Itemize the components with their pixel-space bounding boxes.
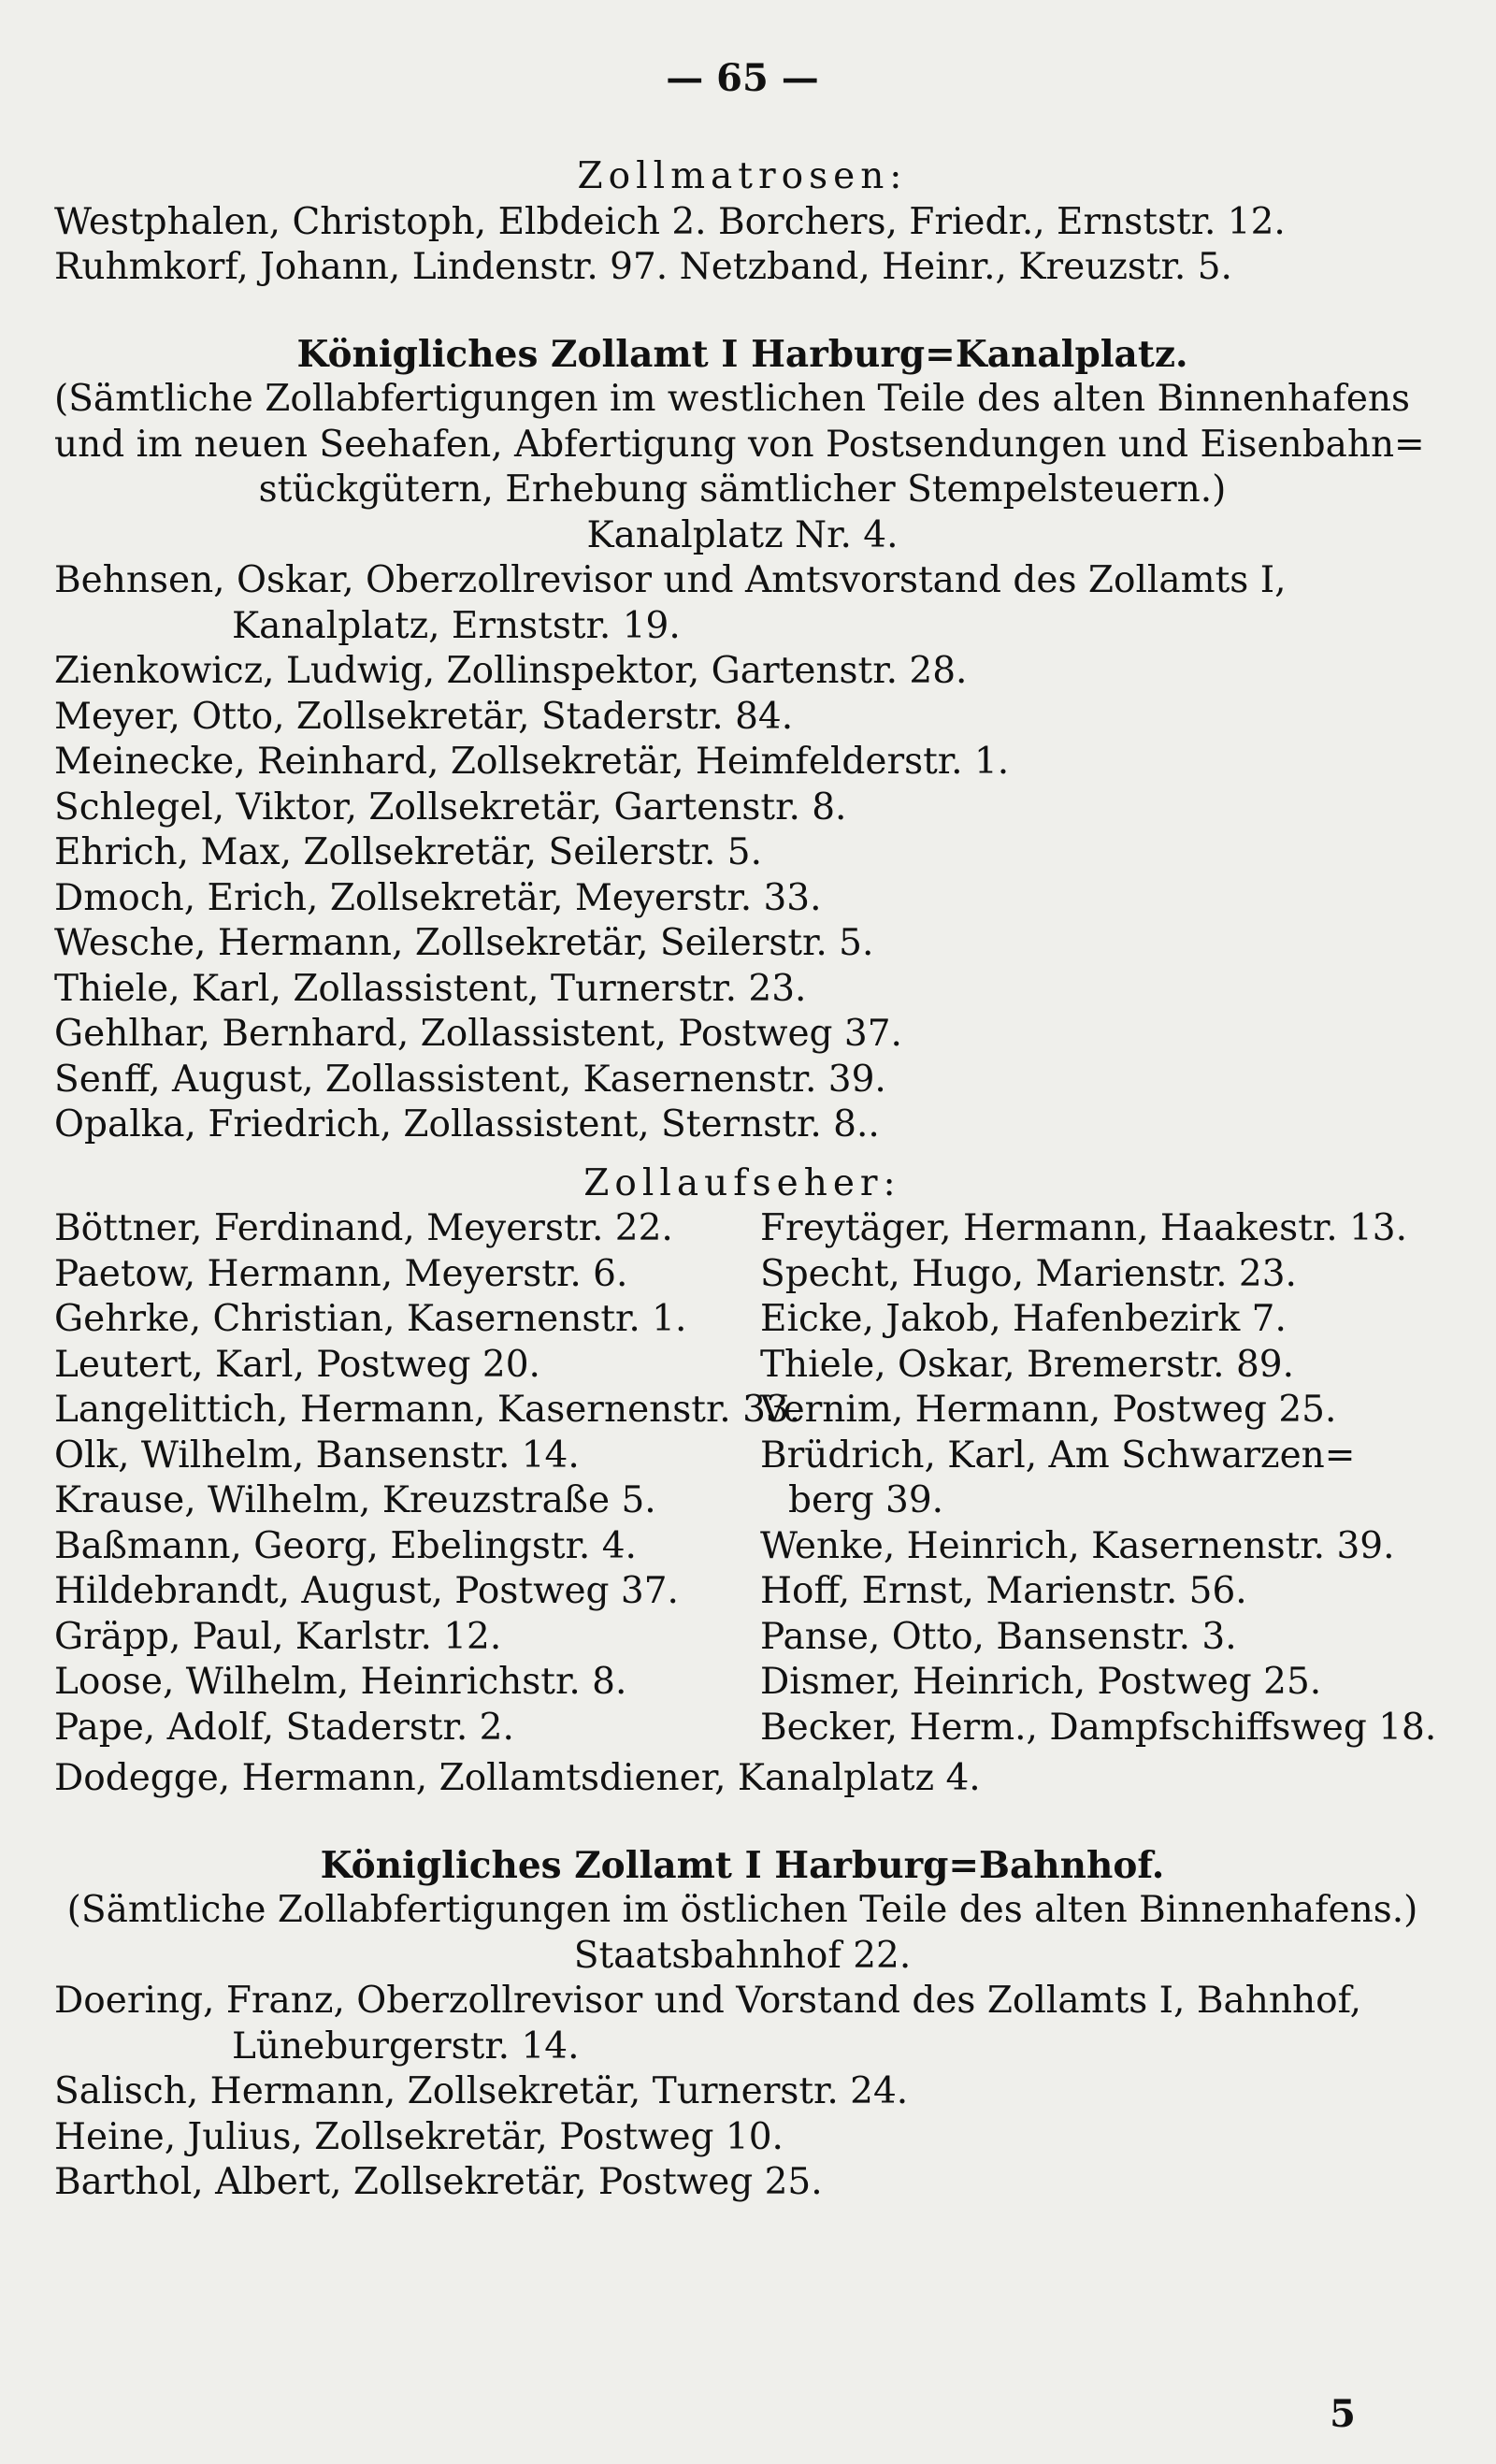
page-number: — 65 — bbox=[666, 56, 819, 100]
list-item: Hildebrandt, August, Postweg 37. bbox=[54, 1570, 679, 1612]
address-line: Staatsbahnhof 22. bbox=[573, 1934, 912, 1977]
staff-line: Behnsen, Oskar, Oberzollrevisor und Amtsvorstand des Zollamts I, bbox=[54, 559, 1287, 601]
note-line: (Sämtliche Zollabfertigungen im westlichen Teile des alten Binnenhafens bbox=[54, 378, 1411, 420]
text-line: Ruhmkorf, Johann, Lindenstr. 97. Netzband, Heinr., Kreuzstr. 5. bbox=[54, 246, 1232, 288]
note-line: und im neuen Seehafen, Abfertigung von Postsendungen und Eisenbahn= bbox=[54, 423, 1425, 466]
list-item: Hoff, Ernst, Marienstr. 56. bbox=[760, 1570, 1247, 1612]
zollamtsdiener-line: Dodegge, Hermann, Zollamtsdiener, Kanalplatz 4. bbox=[54, 1757, 981, 1799]
zollaufseher-header: Zollaufseher: bbox=[583, 1161, 901, 1204]
staff-line-continuation: Kanalplatz, Ernststr. 19. bbox=[232, 604, 681, 647]
section-title-kanalplatz: Königliches Zollamt I Harburg=Kanalplatz. bbox=[296, 332, 1188, 376]
staff-line: Senff, August, Zollassistent, Kasernenstr. 39. bbox=[54, 1058, 886, 1101]
list-item: Paetow, Hermann, Meyerstr. 6. bbox=[54, 1252, 628, 1295]
zollmatrosen-header: Zollmatrosen: bbox=[577, 155, 908, 197]
staff-line-continuation: Lüneburgerstr. 14. bbox=[232, 2025, 580, 2068]
signature-mark: 5 bbox=[1330, 2392, 1356, 2436]
list-item: Thiele, Oskar, Bremerstr. 89. bbox=[760, 1343, 1295, 1386]
zollaufseher-list bbox=[54, 1206, 1437, 1751]
staff-line: Opalka, Friedrich, Zollassistent, Sternstr. 8.. bbox=[54, 1103, 880, 1146]
note-line: (Sämtliche Zollabfertigungen im östlichen Teile des alten Binnenhafens.) bbox=[66, 1889, 1418, 1931]
staff-line: Ehrich, Max, Zollsekretär, Seilerstr. 5. bbox=[54, 831, 762, 873]
staff-line: Zienkowicz, Ludwig, Zollinspektor, Gartenstr. 28. bbox=[54, 650, 968, 692]
list-item: Baßmann, Georg, Ebelingstr. 4. bbox=[54, 1524, 637, 1567]
staff-line: Wesche, Hermann, Zollsekretär, Seilerstr. 5. bbox=[54, 922, 874, 964]
zollaufseher-right-column bbox=[760, 1206, 1436, 1751]
list-item: Freytäger, Hermann, Haakestr. 13. bbox=[760, 1207, 1408, 1249]
list-item: Leutert, Karl, Postweg 20. bbox=[54, 1343, 540, 1386]
list-item: Vernim, Hermann, Postweg 25. bbox=[760, 1389, 1337, 1431]
staff-line: Meyer, Otto, Zollsekretär, Staderstr. 84. bbox=[54, 695, 794, 738]
staff-line: Barthol, Albert, Zollsekretär, Postweg 25. bbox=[54, 2161, 823, 2203]
staff-line: Salisch, Hermann, Zollsekretär, Turnerstr. 24. bbox=[54, 2070, 909, 2112]
list-item: Böttner, Ferdinand, Meyerstr. 22. bbox=[54, 1207, 673, 1249]
list-item: Olk, Wilhelm, Bansenstr. 14. bbox=[54, 1434, 580, 1477]
staff-line: Thiele, Karl, Zollassistent, Turnerstr. 23. bbox=[54, 967, 807, 1010]
note-line: stückgütern, Erhebung sämtlicher Stempelsteuern.) bbox=[258, 468, 1227, 511]
list-item: Krause, Wilhelm, Kreuzstraße 5. bbox=[54, 1479, 656, 1521]
list-item: Specht, Hugo, Marienstr. 23. bbox=[760, 1252, 1297, 1295]
staff-line: Dmoch, Erich, Zollsekretär, Meyerstr. 33. bbox=[54, 876, 822, 919]
list-item-continuation: berg 39. bbox=[788, 1479, 944, 1521]
list-item: Brüdrich, Karl, Am Schwarzen= bbox=[760, 1434, 1356, 1477]
list-item: Pape, Adolf, Staderstr. 2. bbox=[54, 1706, 514, 1749]
list-item: Gehrke, Christian, Kasernenstr. 1. bbox=[54, 1298, 687, 1340]
list-item: Becker, Herm., Dampfschiffsweg 18. bbox=[760, 1706, 1437, 1749]
staff-line: Meinecke, Reinhard, Zollsekretär, Heimfelderstr. 1. bbox=[54, 741, 1010, 783]
zollaufseher-left-column bbox=[54, 1206, 801, 1751]
staff-line: Gehlhar, Bernhard, Zollassistent, Postweg 37. bbox=[54, 1013, 902, 1055]
section-title-bahnhof: Königliches Zollamt I Harburg=Bahnhof. bbox=[320, 1843, 1165, 1887]
list-item: Eicke, Jakob, Hafenbezirk 7. bbox=[760, 1298, 1287, 1340]
staff-line: Heine, Julius, Zollsekretär, Postweg 10. bbox=[54, 2115, 784, 2158]
staff-line: Schlegel, Viktor, Zollsekretär, Gartenstr. 8. bbox=[54, 785, 847, 829]
list-item: Dismer, Heinrich, Postweg 25. bbox=[760, 1661, 1322, 1703]
list-item: Loose, Wilhelm, Heinrichstr. 8. bbox=[54, 1661, 627, 1703]
text-line: Westphalen, Christoph, Elbdeich 2. Borchers, Friedr., Ernststr. 12. bbox=[54, 200, 1286, 243]
list-item: Langelittich, Hermann, Kasernenstr. 33. bbox=[54, 1389, 801, 1431]
list-item: Wenke, Heinrich, Kasernenstr. 39. bbox=[760, 1524, 1395, 1567]
list-item: Gräpp, Paul, Karlstr. 12. bbox=[54, 1615, 502, 1658]
staff-line: Doering, Franz, Oberzollrevisor und Vorstand des Zollamts I, Bahnhof, bbox=[54, 1980, 1362, 2022]
list-item: Panse, Otto, Bansenstr. 3. bbox=[760, 1615, 1237, 1658]
address-line: Kanalplatz Nr. 4. bbox=[586, 513, 899, 556]
